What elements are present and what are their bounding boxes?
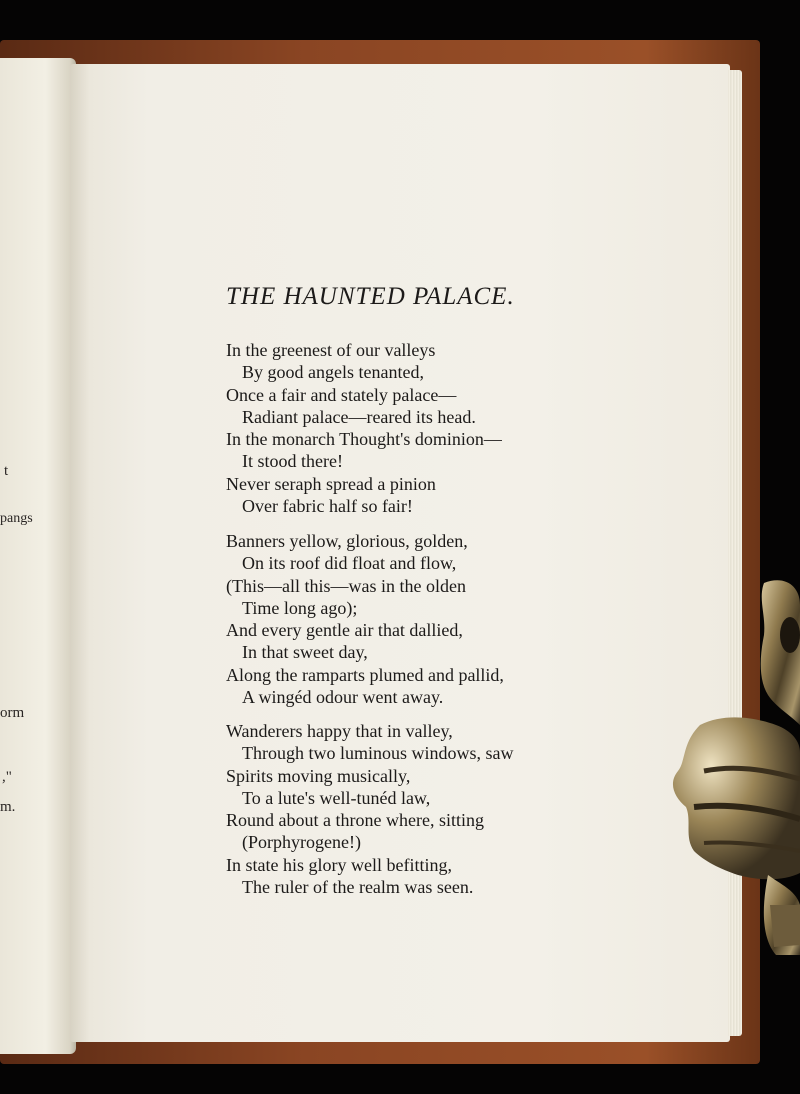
poem-line: Through two luminous windows, saw: [242, 743, 514, 764]
poem-line: (Porphyrogene!): [242, 832, 361, 853]
poem-line: In the greenest of our valleys: [226, 340, 436, 360]
left-page-fragment: pangs: [0, 511, 33, 526]
poem-line: It stood there!: [242, 451, 343, 472]
poem-line: Over fabric half so fair!: [242, 496, 413, 517]
brass-clasp-icon: [664, 575, 800, 955]
poem-line: Along the ramparts plumed and pallid,: [226, 664, 504, 685]
left-page-fragment: orm: [0, 705, 25, 721]
poem-title: THE HAUNTED PALACE.: [226, 283, 515, 310]
left-page-fragment: ,": [2, 769, 12, 785]
poem-line: Time long ago);: [242, 597, 358, 618]
poem-line: In that sweet day,: [242, 642, 368, 663]
poem-line: Banners yellow, glorious, golden,: [226, 531, 468, 551]
poem-line: (This—all this—was in the olden: [226, 575, 466, 596]
poem-line: On its roof did float and flow,: [242, 553, 457, 574]
poem-line: The ruler of the realm was seen.: [242, 877, 474, 898]
stanza-3: [226, 720, 586, 898]
poem-line: Never seraph spread a pinion: [226, 473, 436, 494]
stanza-1: [226, 339, 586, 517]
poem-line: Wanderers happy that in valley,: [226, 721, 453, 741]
poem-line: Once a fair and stately palace—: [226, 384, 457, 405]
poem-line: Round about a throne where, sitting: [226, 810, 484, 831]
poem-line: To a lute's well-tunéd law,: [242, 787, 431, 808]
left-page-fragment: m.: [0, 799, 16, 815]
poem-line: Radiant palace—reared its head.: [242, 406, 476, 427]
poem-line: A wingéd odour went away.: [242, 687, 444, 708]
poem-line: In state his glory well befitting,: [226, 854, 452, 875]
left-page-fragment: t: [4, 463, 9, 479]
poem-line: By good angels tenanted,: [242, 362, 424, 383]
left-page: [0, 58, 76, 1054]
poem-line: Spirits moving musically,: [226, 765, 411, 786]
stanza-2: [226, 530, 586, 708]
poem-line: And every gentle air that dallied,: [226, 620, 463, 641]
poem-line: In the monarch Thought's dominion—: [226, 429, 502, 450]
